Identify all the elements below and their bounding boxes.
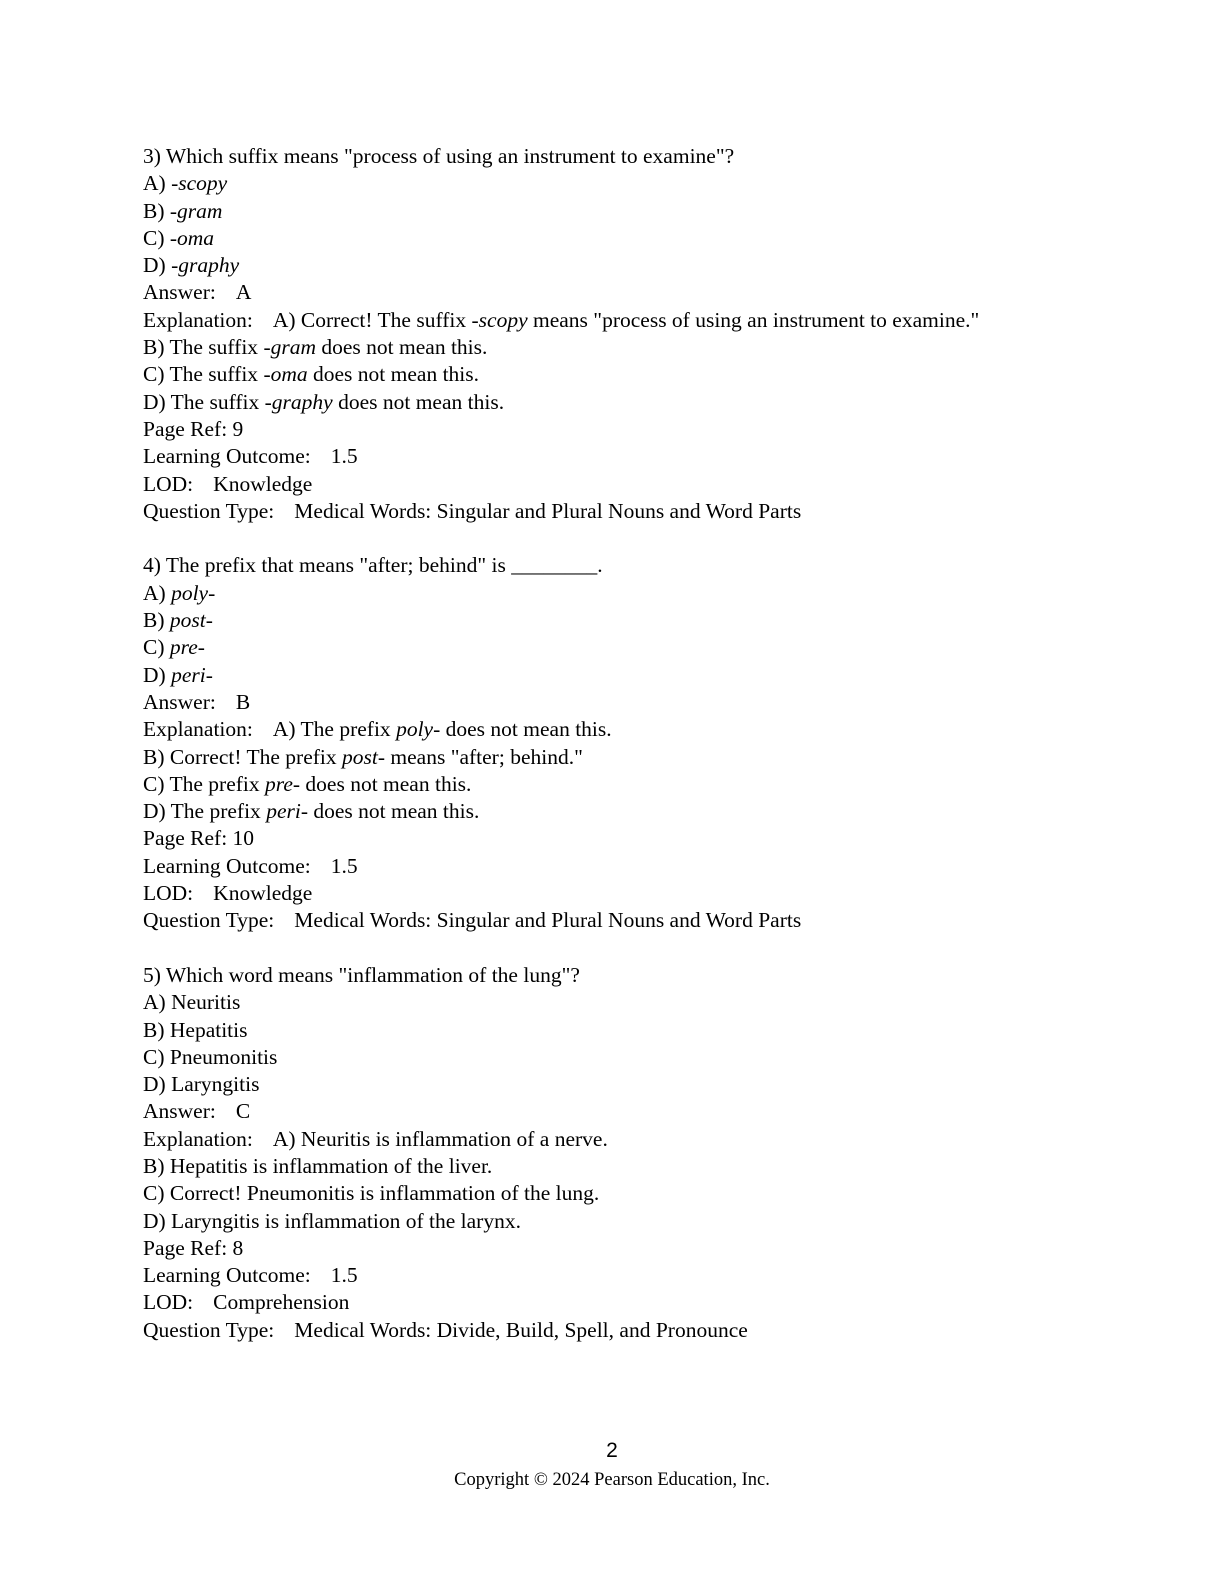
explanation-text: C) Correct! Pneumonitis is inflammation of the lung.	[143, 1181, 600, 1206]
explanation-text: does not mean this.	[440, 717, 612, 742]
explanation-text: A) Neuritis is inflammation of a nerve.	[272, 1126, 608, 1151]
option-letter: D)	[143, 1072, 172, 1097]
option-d	[143, 252, 1143, 279]
option-letter: A)	[143, 990, 172, 1015]
option-text: Pneumonitis	[169, 1044, 278, 1069]
option-text: Hepatitis	[169, 1017, 248, 1042]
option-letter: C)	[143, 1044, 170, 1069]
learning-outcome-value: 1.5	[330, 853, 358, 878]
explanation-text: D) The suffix	[143, 389, 265, 414]
answer-label: Answer:	[143, 689, 216, 714]
option-b	[143, 607, 1143, 634]
option-text: -oma	[169, 225, 215, 250]
option-text: -graphy	[171, 253, 240, 278]
explanation-text: does not mean this.	[316, 335, 488, 360]
option-letter: C)	[143, 635, 170, 660]
option-text: pre-	[169, 635, 205, 660]
learning-outcome-label: Learning Outcome:	[143, 1263, 311, 1288]
explanation-line	[143, 389, 1143, 416]
option-letter: D)	[143, 662, 172, 687]
explanation-line	[143, 334, 1143, 361]
option-a	[143, 989, 1143, 1016]
option-a	[143, 580, 1143, 607]
explanation-line	[143, 798, 1143, 825]
option-letter: B)	[143, 608, 170, 633]
lod-value: Knowledge	[213, 471, 313, 496]
explanation-term: -gram	[263, 335, 316, 360]
explanation-term: pre-	[265, 771, 301, 796]
explanation-line	[143, 771, 1143, 798]
option-letter: B)	[143, 198, 170, 223]
explanation-text: B) The suffix	[143, 335, 264, 360]
question-block	[143, 962, 1143, 1344]
lod-label: LOD:	[143, 1290, 194, 1315]
option-d	[143, 1071, 1143, 1098]
explanation-line	[143, 361, 1143, 388]
page-ref: Page Ref: 8	[143, 1235, 244, 1260]
page-ref: Page Ref: 10	[143, 826, 255, 851]
option-letter: C)	[143, 225, 170, 250]
page-ref: Page Ref: 9	[143, 416, 244, 441]
explanation-line	[143, 1208, 1143, 1235]
lod	[143, 880, 1143, 907]
option-text: Neuritis	[171, 990, 241, 1015]
explanation-text: does not mean this.	[300, 771, 472, 796]
explanation-line	[143, 1126, 1143, 1153]
option-letter: B)	[143, 1017, 170, 1042]
answer-value: C	[235, 1099, 251, 1124]
explanation-text: C) The suffix	[143, 362, 264, 387]
option-letter: D)	[143, 253, 172, 278]
question-type-label: Question Type:	[143, 908, 275, 933]
explanation-line	[143, 307, 1143, 334]
explanation-line	[143, 744, 1143, 771]
answer-label: Answer:	[143, 1099, 216, 1124]
question-type	[143, 1317, 1143, 1344]
question-list	[143, 143, 1143, 1371]
option-c	[143, 1044, 1143, 1071]
question-type-label: Question Type:	[143, 498, 275, 523]
option-b	[143, 1017, 1143, 1044]
explanation-text: does not mean this.	[332, 389, 505, 414]
page-number: 2	[606, 1439, 618, 1462]
learning-outcome-value: 1.5	[330, 1263, 358, 1288]
option-text: -gram	[169, 198, 223, 223]
question-type-value: Medical Words: Singular and Plural Nouns and Word Parts	[294, 908, 802, 933]
answer-line	[143, 1098, 1143, 1125]
explanation-text: A) Correct! The suffix	[272, 307, 472, 332]
option-b	[143, 198, 1143, 225]
lod-label: LOD:	[143, 881, 194, 906]
option-letter: A)	[143, 580, 172, 605]
answer-value: B	[235, 689, 251, 714]
question-stem: 4) The prefix that means "after; behind" is ________.	[143, 553, 603, 578]
question-type	[143, 498, 1143, 525]
option-text: peri-	[171, 662, 213, 687]
option-letter: A)	[143, 171, 172, 196]
explanation-label: Explanation:	[143, 717, 253, 742]
explanation-term: post-	[342, 744, 386, 769]
answer-label: Answer:	[143, 280, 216, 305]
explanation-text: means "after; behind."	[385, 744, 583, 769]
answer-line	[143, 689, 1143, 716]
copyright-notice: Copyright © 2024 Pearson Education, Inc.	[454, 1470, 770, 1490]
question-type-value: Medical Words: Divide, Build, Spell, and Pronounce	[294, 1317, 748, 1342]
lod-label: LOD:	[143, 471, 194, 496]
option-text: poly-	[171, 580, 216, 605]
question-block	[143, 143, 1143, 525]
question-block	[143, 552, 1143, 934]
option-text: Laryngitis	[171, 1072, 260, 1097]
question-stem: 3) Which suffix means "process of using an instrument to examine"?	[143, 144, 735, 168]
explanation-label: Explanation:	[143, 307, 253, 332]
option-a	[143, 170, 1143, 197]
learning-outcome-value: 1.5	[330, 444, 358, 469]
lod	[143, 471, 1143, 498]
explanation-text: D) Laryngitis is inflammation of the larynx.	[143, 1208, 521, 1233]
option-c	[143, 225, 1143, 252]
explanation-term: -graphy	[264, 389, 333, 414]
learning-outcome-label: Learning Outcome:	[143, 444, 311, 469]
explanation-text: does not mean this.	[307, 362, 480, 387]
explanation-line	[143, 1180, 1143, 1207]
question-type	[143, 907, 1143, 934]
explanation-term: poly-	[396, 717, 441, 742]
learning-outcome	[143, 853, 1143, 880]
explanation-line	[143, 716, 1143, 743]
question-type-value: Medical Words: Singular and Plural Nouns and Word Parts	[294, 498, 802, 523]
explanation-text: D) The prefix	[143, 799, 267, 824]
lod-value: Knowledge	[213, 881, 313, 906]
question-stem: 5) Which word means "inflammation of the lung"?	[143, 962, 580, 987]
option-c	[143, 634, 1143, 661]
question-type-label: Question Type:	[143, 1317, 275, 1342]
lod	[143, 1289, 1143, 1316]
explanation-term: -scopy	[471, 307, 528, 332]
explanation-line	[143, 1153, 1143, 1180]
option-text: -scopy	[171, 171, 228, 196]
lod-value: Comprehension	[213, 1290, 350, 1315]
explanation-term: -oma	[263, 362, 308, 387]
answer-line	[143, 279, 1143, 306]
learning-outcome	[143, 1262, 1143, 1289]
explanation-text: means "process of using an instrument to examine."	[527, 307, 980, 332]
explanation-text: does not mean this.	[307, 799, 480, 824]
explanation-term: peri-	[266, 799, 308, 824]
learning-outcome	[143, 443, 1143, 470]
learning-outcome-label: Learning Outcome:	[143, 853, 311, 878]
answer-value: A	[235, 280, 252, 305]
explanation-text: C) The prefix	[143, 771, 265, 796]
explanation-text: B) Correct! The prefix	[143, 744, 343, 769]
explanation-label: Explanation:	[143, 1126, 253, 1151]
option-text: post-	[169, 608, 213, 633]
option-d	[143, 662, 1143, 689]
explanation-text: B) Hepatitis is inflammation of the liver.	[143, 1153, 493, 1178]
explanation-text: A) The prefix	[272, 717, 397, 742]
